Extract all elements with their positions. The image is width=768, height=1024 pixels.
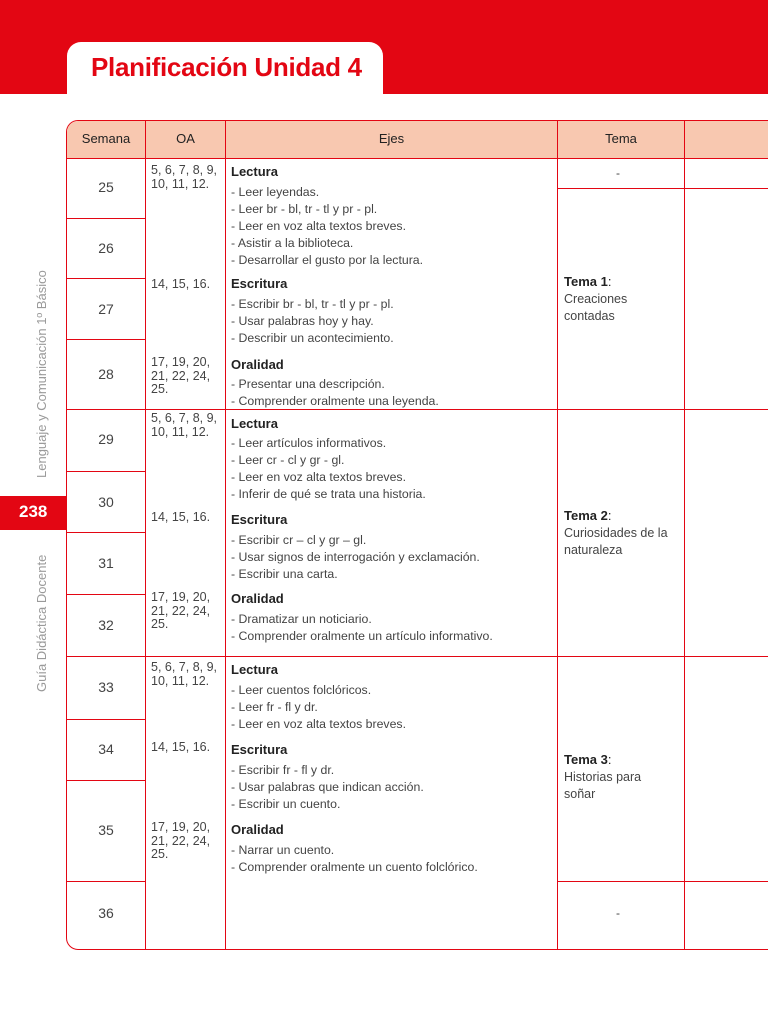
grid-line	[67, 278, 145, 279]
eje-title: Lectura	[231, 164, 278, 179]
week-number: 26	[98, 240, 114, 256]
oa-codes: 14, 15, 16.	[151, 510, 211, 524]
list-item: - Leer cr - cl y gr - gl.	[231, 452, 426, 469]
list-item: - Inferir de qué se trata una historia.	[231, 486, 426, 503]
list-item: - Leer en voz alta textos breves.	[231, 218, 423, 235]
oa-codes: 17, 19, 20, 21, 22, 24, 25.	[151, 355, 211, 396]
grid-line	[557, 188, 768, 189]
week-number: 31	[98, 555, 114, 571]
list-item: - Leer br - bl, tr - tl y pr - pl.	[231, 201, 423, 218]
tema-name: Historias para soñar	[564, 770, 642, 801]
grid-line	[67, 780, 145, 781]
tema-name: Curiosidades de la naturaleza	[564, 526, 668, 557]
list-item: - Escribir br - bl, tr - tl y pr - pl.	[231, 296, 394, 313]
list-item: - Leer en voz alta textos breves.	[231, 716, 406, 733]
grid-line	[67, 471, 145, 472]
tema-dash: -	[616, 166, 620, 180]
week-number: 27	[98, 301, 114, 317]
eje-title: Oralidad	[231, 357, 284, 372]
week-number: 35	[98, 822, 114, 838]
grid-line	[67, 594, 145, 595]
eje-items	[231, 611, 493, 645]
eje-items	[231, 376, 439, 410]
list-item: - Comprender oralmente un artículo informativo.	[231, 628, 493, 645]
eje-items	[231, 184, 423, 269]
list-item: - Presentar una descripción.	[231, 376, 439, 393]
book-title-vertical: Lenguaje y Comunicación 1º Básico	[34, 270, 49, 478]
grid-line	[67, 532, 145, 533]
list-item: - Narrar un cuento.	[231, 842, 478, 859]
week-number: 25	[98, 179, 114, 195]
list-item: - Leer en voz alta textos breves.	[231, 469, 426, 486]
eje-items	[231, 435, 426, 503]
list-item: - Comprender oralmente un cuento folclórico.	[231, 859, 478, 876]
guide-title-vertical: Guía Didáctica Docente	[34, 554, 49, 692]
eje-items	[231, 296, 394, 347]
oa-codes: 5, 6, 7, 8, 9, 10, 11, 12.	[151, 660, 218, 688]
eje-items	[231, 762, 424, 813]
page-number: 238	[19, 502, 48, 521]
list-item: - Escribir cr – cl y gr – gl.	[231, 532, 480, 549]
list-item: - Asistir a la biblioteca.	[231, 235, 423, 252]
oa-codes: 17, 19, 20, 21, 22, 24, 25.	[151, 590, 211, 631]
week-number: 30	[98, 494, 114, 510]
eje-title: Lectura	[231, 662, 278, 677]
eje-title: Oralidad	[231, 591, 284, 606]
list-item: - Escribir un cuento.	[231, 796, 424, 813]
grid-line	[67, 339, 145, 340]
week-number: 34	[98, 741, 114, 757]
header-tema: Tema	[605, 131, 637, 146]
eje-title: Lectura	[231, 416, 278, 431]
grid-line	[67, 656, 768, 657]
list-item: - Escribir una carta.	[231, 566, 480, 583]
week-number: 28	[98, 366, 114, 382]
page-title: Planificación Unidad 4	[91, 52, 362, 82]
eje-items	[231, 682, 406, 733]
eje-title: Escritura	[231, 512, 288, 527]
tema-name: Creaciones contadas	[564, 292, 628, 323]
grid-line	[145, 121, 146, 949]
list-item: - Leer fr - fl y dr.	[231, 699, 406, 716]
week-number: 36	[98, 905, 114, 921]
list-item: - Usar signos de interrogación y exclamación.	[231, 549, 480, 566]
list-item: - Desarrollar el gusto por la lectura.	[231, 252, 423, 269]
week-number: 29	[98, 431, 114, 447]
grid-line	[67, 719, 145, 720]
list-item: - Escribir fr - fl y dr.	[231, 762, 424, 779]
list-item: - Comprender oralmente una leyenda.	[231, 393, 439, 410]
planning-table	[66, 120, 768, 950]
oa-codes: 14, 15, 16.	[151, 277, 211, 291]
list-item: - Leer leyendas.	[231, 184, 423, 201]
grid-line	[557, 121, 558, 949]
list-item: - Leer cuentos folclóricos.	[231, 682, 406, 699]
oa-codes: 14, 15, 16.	[151, 740, 211, 754]
header-semana: Semana	[81, 131, 131, 146]
tema-label: Tema 2:	[564, 508, 612, 523]
eje-title: Escritura	[231, 742, 288, 757]
list-item: - Leer artículos informativos.	[231, 435, 426, 452]
list-item: - Usar palabras que indican acción.	[231, 779, 424, 796]
grid-line	[557, 881, 768, 882]
oa-codes: 5, 6, 7, 8, 9, 10, 11, 12.	[151, 163, 218, 191]
list-item: - Describir un acontecimiento.	[231, 330, 394, 347]
tema-label: Tema 3:	[564, 752, 612, 767]
week-number: 32	[98, 617, 114, 633]
eje-title: Escritura	[231, 276, 288, 291]
header-oa: OA	[176, 131, 195, 146]
eje-items	[231, 842, 478, 876]
list-item: - Dramatizar un noticiario.	[231, 611, 493, 628]
grid-line	[684, 121, 685, 949]
grid-line	[67, 158, 768, 159]
grid-line	[67, 881, 145, 882]
oa-codes: 5, 6, 7, 8, 9, 10, 11, 12.	[151, 411, 218, 439]
eje-items	[231, 532, 480, 583]
week-number: 33	[98, 679, 114, 695]
tema-dash: -	[616, 906, 620, 920]
oa-codes: 17, 19, 20, 21, 22, 24, 25.	[151, 820, 211, 861]
list-item: - Usar palabras hoy y hay.	[231, 313, 394, 330]
grid-line	[67, 218, 145, 219]
eje-title: Oralidad	[231, 822, 284, 837]
tema-label: Tema 1:	[564, 274, 612, 289]
header-ejes: Ejes	[378, 131, 405, 146]
